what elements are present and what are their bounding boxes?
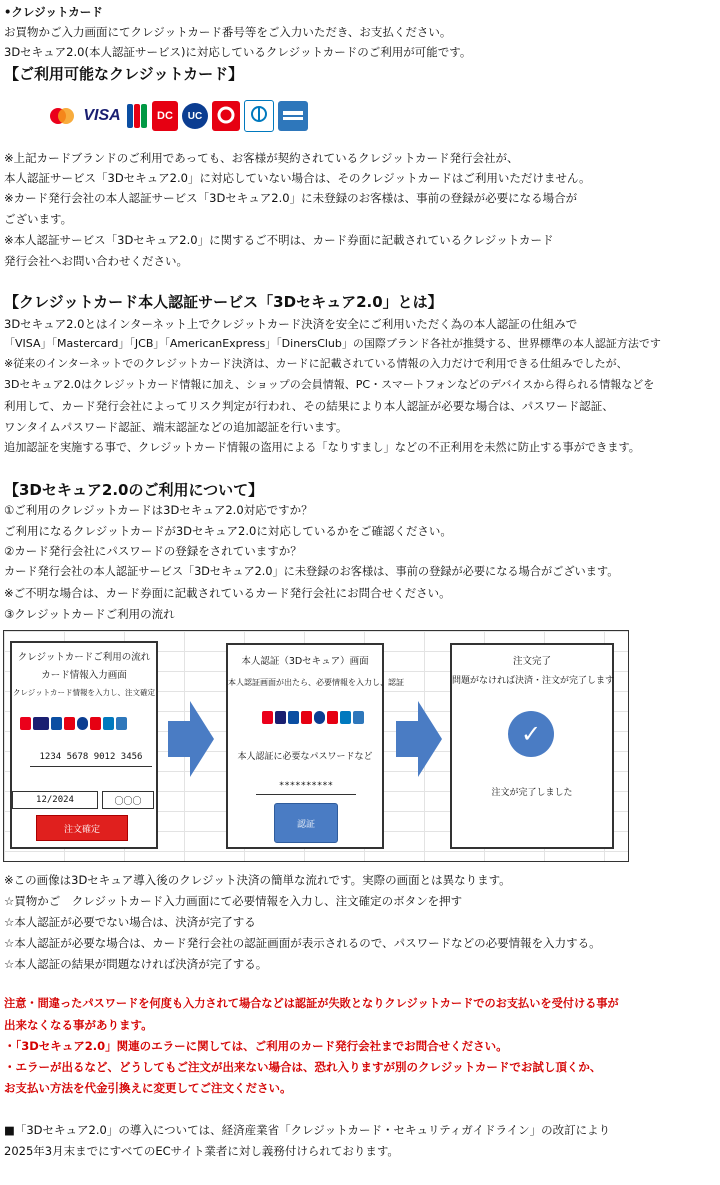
explain-line-3: ☆本人認証が必要でない場合は、決済が完了する — [4, 915, 256, 929]
available-note-6: 発行会社へお問い合わせください。 — [4, 254, 188, 268]
usage-line-4: カード発行会社の本人認証サービス「3Dセキュア2.0」に未登録のお客様は、事前の登録が必要になる場合がございます。 — [4, 565, 619, 578]
available-note-4: ございます。 — [4, 212, 73, 226]
available-note-3: ※カード発行会社の本人認証サービス「3Dセキュア2.0」に未登録のお客様は、事前の登録が必要になる場合が — [4, 191, 578, 205]
about-line-2: 「VISA」「Mastercard」「JCB」「AmericanExpress」「DinersClub」の国際ブランド各社が推奨する、世界標準の本人認証方法です — [4, 337, 661, 350]
warning-line-5: お支払い方法を代金引換えに変更してご注文ください。 — [4, 1081, 292, 1095]
american-express-logo — [278, 101, 308, 131]
warning-line-2: 出来なくなる事があります。 — [4, 1018, 153, 1032]
card-input-instruction: クレジットカード情報を入力し、注文確定 — [12, 688, 156, 697]
about-line-7: 追加認証を実施する事で、クレジットカード情報の盗用による「なりすまし」などの不正利用を未然に防止する事ができます。 — [4, 441, 640, 454]
card-input-screen — [10, 641, 158, 849]
about-line-4: 3Dセキュア2.0はクレジットカード情報に加え、ショップの会員情報、PC・スマートフォンなどのデバイスから得られる情報などを — [4, 378, 655, 391]
auth-prompt: 本人認証に必要なパスワードなど — [237, 752, 373, 762]
authenticate-button[interactable]: 認証 — [274, 803, 338, 843]
uc-logo: UC — [182, 103, 208, 129]
flow-title: クレジットカードご利用の流れ — [17, 652, 151, 663]
auth-title: 本人認証（3Dセキュア）画面 — [241, 656, 369, 667]
about-line-1: 3Dセキュア2.0とはインターネット上でクレジットカード決済を安全にご利用いただく為の本人認証の仕組みで — [4, 317, 578, 331]
available-note-5: ※本人認証サービス「3Dセキュア2.0」に関するご不明は、カード券面に記載されているクレジットカード — [4, 233, 554, 247]
about-line-6: ワンタイムパスワード認証、端末認証などの追加認証を行います。 — [4, 420, 348, 434]
about-line-5: 利用して、カード発行会社によってリスク判定が行われ、その結果により本人認証が必要な場合は、パスワード認証、 — [4, 399, 614, 413]
cvv-field[interactable]: 〇〇〇 — [102, 791, 154, 809]
payment-flow-diagram — [3, 630, 629, 862]
auth-instruction: 本人認証画面が出たら、必要情報を入力し、認証 — [228, 678, 404, 687]
card-input-title: カード情報入力画面 — [41, 670, 127, 681]
saison-logo — [212, 101, 240, 131]
warning-line-4: ・エラーが出るなど、どうしてもご注文が出来ない場合は、恐れ入りますが別のクレジットカードでお試し頂くか、 — [4, 1060, 602, 1074]
flow-arrow-2 — [396, 701, 442, 777]
explain-line-2: ☆買物かご クレジットカード入力画面にて必要情報を入力し、注文確定のボタンを押す — [4, 894, 463, 908]
available-note-2: 本人認証サービス「3Dセキュア2.0」に対応していない場合は、そのクレジットカードはご利用いただけません。 — [4, 171, 591, 185]
jcb-logo — [126, 101, 148, 131]
usage-line-5: ※ご不明な場合は、カード券面に記載されているカード発行会社にお問合せください。 — [4, 586, 451, 600]
diners-club-logo — [244, 100, 274, 132]
footer-line-1: ■「3Dセキュア2.0」の導入については、経済産業省「クレジットカード・セキュリティガイドライン」の改訂により — [4, 1123, 611, 1137]
usage-heading: 【3Dセキュア2.0のご利用について】 — [4, 481, 264, 499]
visa-logo: VISA — [83, 107, 121, 124]
order-confirm-button[interactable]: 注文確定 — [36, 815, 128, 841]
card-number-field[interactable]: 1234 5678 9012 3456 — [30, 747, 152, 767]
expiry-field[interactable]: 12/2024 — [12, 791, 98, 809]
explain-line-4: ☆本人認証が必要な場合は、カード発行会社の認証画面が表示されるので、パスワードなどの必要情報を入力する。 — [4, 936, 601, 950]
usage-line-6: ③クレジットカードご利用の流れ — [4, 607, 175, 621]
about-heading: 【クレジットカード本人認証サービス「3Dセキュア2.0」とは】 — [4, 293, 443, 311]
check-icon: ✓ — [508, 711, 554, 757]
password-field[interactable]: ********** — [256, 777, 356, 795]
dc-logo: DC — [152, 101, 178, 131]
complete-done-text: 注文が完了しました — [491, 788, 573, 798]
usage-line-3: ②カード発行会社にパスワードの登録をされていますか？ — [4, 544, 302, 558]
auth-brand-logos — [262, 711, 364, 724]
flow-arrow-1 — [168, 701, 214, 777]
intro-bullet: •クレジットカード — [4, 5, 103, 19]
about-line-3: ※従来のインターネットでのクレジットカード決済は、カードに記載されている情報の入力だけで利用できる仕組みでしたが、 — [4, 357, 628, 370]
intro-line-1: お買物かご入力画面にてクレジットカード番号等をご入力いただき、お支払ください。 — [4, 25, 452, 39]
explain-line-5: ☆本人認証の結果が問題なければ決済が完了する。 — [4, 957, 268, 971]
available-cards-heading: 【ご利用可能なクレジットカード】 — [4, 65, 244, 83]
card-brand-logos — [46, 100, 308, 132]
warning-line-1: 注意・間違ったパスワードを何度も入力されて場合などは認証が失敗となりクレジットカードでのお支払いを受付ける事が — [4, 997, 619, 1010]
footer-line-2: 2025年3月末までにすべてのECサイト業者に対し義務付けられております。 — [4, 1144, 399, 1158]
mastercard-logo — [46, 101, 78, 131]
explain-line-1: ※この画像は3Dセキュア導入後のクレジット決済の簡単な流れです。実際の画面とは異なります。 — [4, 873, 511, 887]
order-complete-screen — [450, 643, 614, 849]
available-note-1: ※上記カードブランドのご利用であっても、お客様が契約されているクレジットカード発行会社が、 — [4, 151, 519, 165]
usage-line-2: ご利用になるクレジットカードが3Dセキュア2.0に対応しているかをご確認ください。 — [4, 524, 452, 538]
usage-line-1: ①ご利用のクレジットカードは3Dセキュア2.0対応ですか？ — [4, 503, 313, 517]
authentication-screen — [226, 643, 404, 849]
complete-message: 問題がなければ決済・注文が完了します — [452, 676, 615, 686]
complete-title: 注文完了 — [512, 656, 551, 667]
warning-line-3: ・「3Dセキュア2.0」関連のエラーに関しては、ご利用のカード発行会社までお問合せください。 — [4, 1039, 508, 1053]
intro-line-2: 3Dセキュア2.0(本人認証サービス)に対応しているクレジットカードのご利用が可能です。 — [4, 45, 472, 59]
mini-brand-logos — [20, 717, 127, 730]
